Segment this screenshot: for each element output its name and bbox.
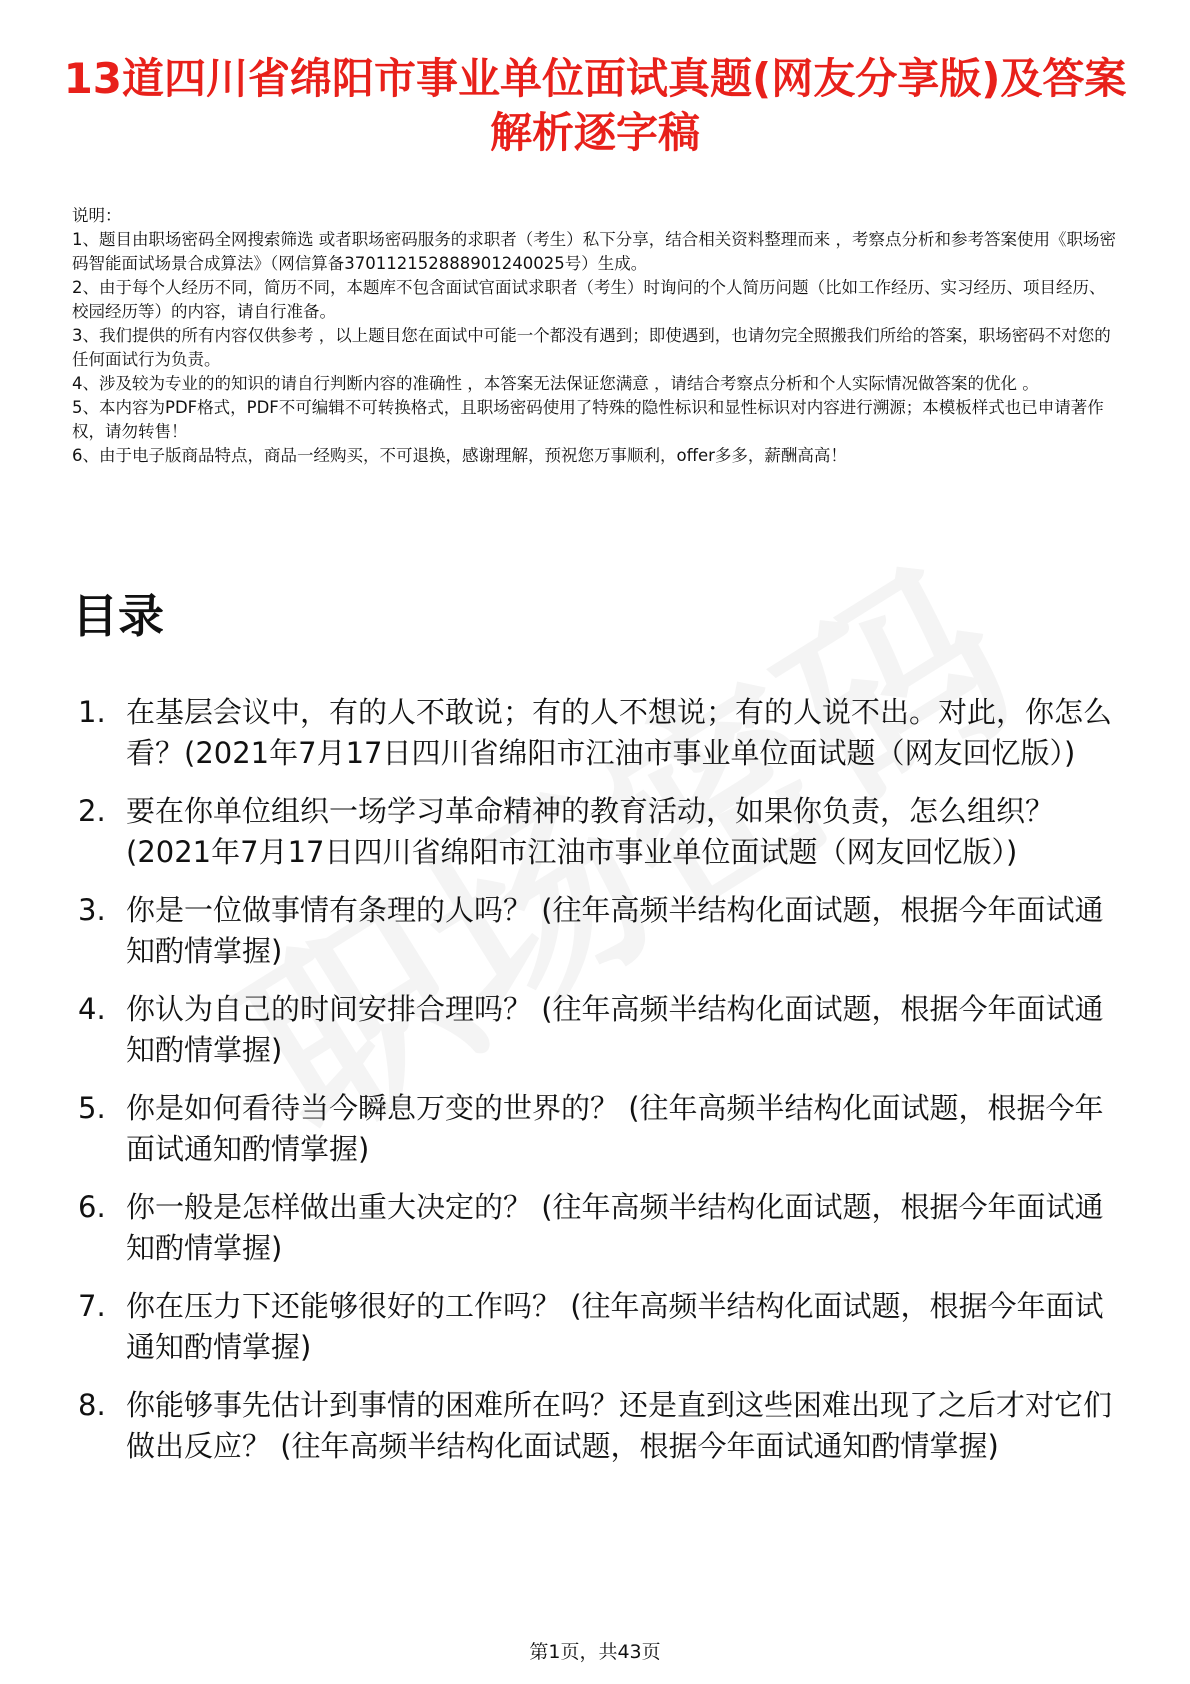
page-number-footer: 第1页，共43页 (529, 1641, 661, 1663)
toc-item[interactable] (78, 1385, 1128, 1467)
toc-item-text: 你认为自己的时间安排合理吗？ (往年高频半结构化面试题，根据今年面试通知酌情掌握) (126, 992, 1104, 1067)
note-item: 6、由于电子版商品特点，商品一经购买，不可退换，感谢理解，预祝您万事顺利，offer多多，薪酬高高！ (72, 446, 847, 465)
toc-item-number: 4. (78, 992, 106, 1026)
toc-item[interactable] (78, 1088, 1128, 1170)
note-item: 3、我们提供的所有内容仅供参考 ，以上题目您在面试中可能一个都没有遇到；即使遇到，也请勿完全照搬我们所给的答案，职场密码不对您的任何面试行为负责。 (72, 326, 1111, 369)
toc-item-number: 2. (78, 794, 106, 828)
document-title: 13道四川省绵阳市事业单位面试真题(网友分享版)及答案解析逐字稿 (63, 54, 1127, 157)
toc-item-number: 3. (78, 893, 106, 927)
toc-item-text: 你是如何看待当今瞬息万变的世界的？ (往年高频半结构化面试题，根据今年面试通知酌情掌握) (126, 1091, 1104, 1166)
toc-item-number: 8. (78, 1388, 106, 1422)
toc-item-number: 1. (78, 695, 106, 729)
toc-item-text: 你在压力下还能够很好的工作吗？ (往年高频半结构化面试题，根据今年面试通知酌情掌握) (126, 1289, 1104, 1364)
toc-list (78, 692, 1128, 1484)
toc-heading: 目录 (72, 589, 164, 643)
note-item: 1、题目由职场密码全网搜索筛选 或者职场密码服务的求职者（考生）私下分享，结合相关资料整理而来 ，考察点分析和参考答案使用《职场密码智能面试场景合成算法》（网信算备370112152888901240025号）生成。 (72, 230, 1116, 273)
toc-item-number: 5. (78, 1091, 106, 1125)
toc-item-text: 在基层会议中，有的人不敢说；有的人不想说；有的人说不出。对此，你怎么看？(2021年7月17日四川省绵阳市江油市事业单位面试题（网友回忆版）) (126, 695, 1113, 770)
toc-item-text: 要在你单位组织一场学习革命精神的教育活动，如果你负责，怎么组织？(2021年7月17日四川省绵阳市江油市事业单位面试题（网友回忆版）) (126, 794, 1055, 869)
toc-item-text: 你一般是怎样做出重大决定的？ (往年高频半结构化面试题，根据今年面试通知酌情掌握) (126, 1190, 1104, 1265)
note-item: 4、涉及较为专业的的知识的请自行判断内容的准确性 ，本答案无法保证您满意 ，请结合考察点分析和个人实际情况做答案的优化 。 (72, 374, 1039, 393)
toc-item[interactable] (78, 1286, 1128, 1368)
toc-item[interactable] (78, 890, 1128, 972)
toc-item[interactable] (78, 791, 1128, 873)
toc-item[interactable] (78, 989, 1128, 1071)
toc-item[interactable] (78, 692, 1128, 774)
toc-item-number: 6. (78, 1190, 106, 1224)
note-item: 5、本内容为PDF格式，PDF不可编辑不可转换格式，且职场密码使用了特殊的隐性标识和显性标识对内容进行溯源；本模板样式也已申请著作权，请勿转售！ (72, 398, 1104, 441)
notes-section (72, 204, 1120, 468)
note-item: 2、由于每个人经历不同，简历不同，本题库不包含面试官面试求职者（考生）时询问的个人简历问题（比如工作经历、实习经历、项目经历、校园经历等）的内容，请自行准备。 (72, 278, 1106, 321)
toc-item-text: 你是一位做事情有条理的人吗？ (往年高频半结构化面试题，根据今年面试通知酌情掌握) (126, 893, 1104, 968)
toc-item-number: 7. (78, 1289, 106, 1323)
toc-item[interactable] (78, 1187, 1128, 1269)
notes-heading: 说明： (72, 206, 122, 225)
toc-item-text: 你能够事先估计到事情的困难所在吗？还是直到这些困难出现了之后才对它们做出反应？ (往年高频半结构化面试题，根据今年面试通知酌情掌握) (126, 1388, 1113, 1463)
